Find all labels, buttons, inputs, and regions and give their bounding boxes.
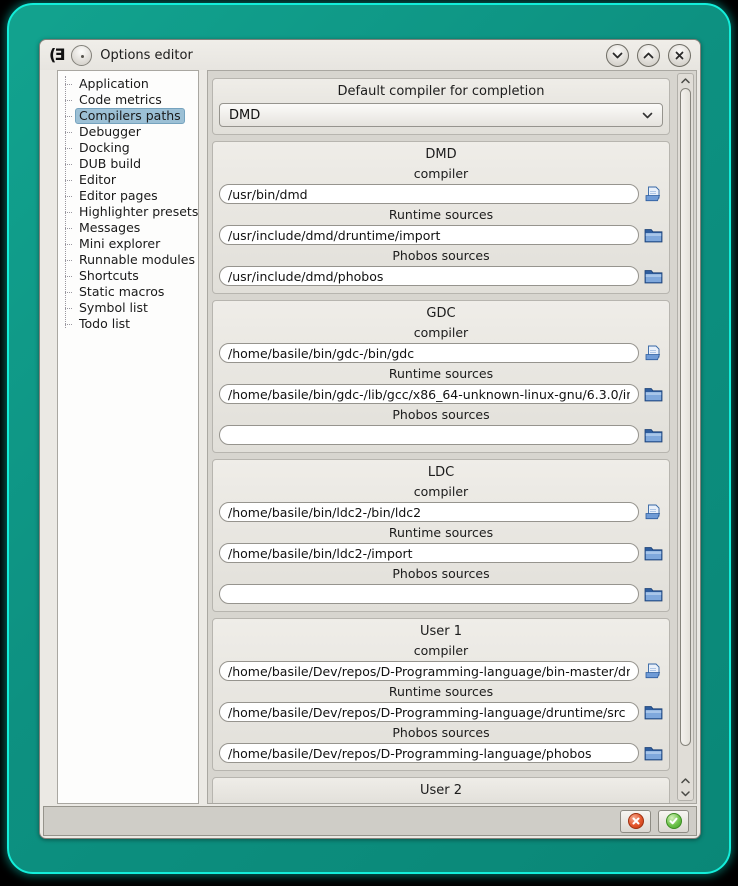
field-label-compiler: compiler — [413, 166, 469, 181]
tree-branch-icon — [65, 148, 72, 149]
open-folder-icon — [644, 268, 663, 284]
green-check-icon — [666, 813, 682, 829]
group-default-compiler — [212, 78, 670, 135]
group-title: LDC — [427, 465, 455, 480]
scroll-up-button[interactable] — [678, 74, 693, 87]
group-dmd — [212, 141, 670, 294]
sidebar-item-label: Highlighter presets — [79, 204, 199, 219]
field-label-compiler: compiler — [413, 484, 469, 499]
scrollbar-thumb[interactable] — [680, 88, 691, 746]
field-label-runtime-sources: Runtime sources — [388, 684, 494, 699]
content-area — [57, 70, 697, 804]
categories-panel — [57, 70, 199, 804]
open-folder-button[interactable] — [644, 427, 663, 443]
sidebar-item-application[interactable] — [64, 76, 196, 92]
ldc-runtime-sources-input[interactable] — [219, 543, 639, 563]
sidebar-item-messages[interactable] — [64, 220, 196, 236]
sidebar-item-label: Todo list — [79, 316, 131, 331]
open-folder-button[interactable] — [644, 704, 663, 720]
field-label-phobos-sources: Phobos sources — [392, 725, 490, 740]
window-title: Options editor — [100, 47, 193, 63]
open-file-icon — [644, 186, 663, 202]
field-label-phobos-sources: Phobos sources — [392, 407, 490, 422]
default-compiler-select[interactable] — [219, 103, 663, 127]
tree-branch-icon — [65, 180, 72, 181]
sidebar-item-label: Application — [79, 76, 149, 91]
tree-branch-icon — [65, 244, 72, 245]
gdc-phobos-sources-input[interactable] — [219, 425, 639, 445]
tree-branch-icon — [65, 324, 72, 325]
gdc-runtime-sources-input[interactable] — [219, 384, 639, 404]
open-file-button[interactable] — [644, 504, 663, 520]
sidebar-item-label: Compilers paths — [75, 108, 185, 124]
sidebar-item-symbol-list[interactable] — [64, 300, 196, 316]
ldc-phobos-sources-input[interactable] — [219, 584, 639, 604]
sidebar-item-label: Code metrics — [79, 92, 162, 107]
window-menu-button[interactable] — [71, 45, 92, 66]
field-row — [219, 702, 663, 722]
scroll-up-button-bottom[interactable] — [678, 774, 693, 787]
group-user-1 — [212, 618, 670, 771]
vertical-scrollbar[interactable] — [677, 73, 694, 801]
open-folder-button[interactable] — [644, 586, 663, 602]
group-user-2 — [212, 777, 670, 803]
scrollbar-track[interactable] — [678, 87, 693, 774]
options-editor-window — [39, 39, 701, 839]
field-row — [219, 343, 663, 363]
open-folder-button[interactable] — [644, 545, 663, 561]
dmd-phobos-sources-input[interactable] — [219, 266, 639, 286]
open-file-icon — [644, 663, 663, 679]
app-logo-icon: (Ǝ — [49, 45, 64, 64]
sidebar-item-label: Shortcuts — [79, 268, 139, 283]
combo-value: DMD — [229, 107, 261, 123]
user-1-runtime-sources-input[interactable] — [219, 702, 639, 722]
chevron-down-icon — [612, 52, 623, 59]
gdc-compiler-input[interactable] — [219, 343, 639, 363]
sidebar-item-editor-pages[interactable] — [64, 188, 196, 204]
chevron-up-icon — [643, 52, 654, 59]
open-folder-icon — [644, 386, 663, 402]
field-row — [219, 225, 663, 245]
sidebar-item-label: Editor pages — [79, 188, 158, 203]
compiler-groups — [208, 71, 674, 803]
field-row — [219, 543, 663, 563]
accept-button[interactable] — [658, 810, 689, 833]
group-title: User 2 — [419, 783, 463, 798]
sidebar-item-shortcuts[interactable] — [64, 268, 196, 284]
chevron-down-icon — [642, 112, 653, 119]
open-folder-button[interactable] — [644, 745, 663, 761]
group-gdc — [212, 300, 670, 453]
statusbar — [43, 806, 697, 836]
sidebar-item-todo-list[interactable] — [64, 316, 196, 332]
tree-branch-icon — [65, 196, 72, 197]
dmd-runtime-sources-input[interactable] — [219, 225, 639, 245]
sidebar-item-code-metrics[interactable] — [64, 92, 196, 108]
open-file-button[interactable] — [644, 186, 663, 202]
chevron-up-icon — [681, 78, 690, 84]
sidebar-item-label: Static macros — [79, 284, 165, 299]
field-label-compiler: compiler — [413, 325, 469, 340]
open-folder-button[interactable] — [644, 268, 663, 284]
user-1-phobos-sources-input[interactable] — [219, 743, 639, 763]
sidebar-item-mini-explorer[interactable] — [64, 236, 196, 252]
tree-branch-icon — [65, 212, 72, 213]
field-label-runtime-sources: Runtime sources — [388, 525, 494, 540]
sidebar-item-label: Mini explorer — [79, 236, 161, 251]
sidebar-item-editor[interactable] — [64, 172, 196, 188]
group-title: GDC — [426, 306, 456, 321]
field-row — [219, 502, 663, 522]
field-label-phobos-sources: Phobos sources — [392, 566, 490, 581]
sidebar-item-debugger[interactable] — [64, 124, 196, 140]
user-1-compiler-input[interactable] — [219, 661, 639, 681]
sidebar-item-label: Debugger — [79, 124, 141, 139]
field-label-runtime-sources: Runtime sources — [388, 207, 494, 222]
sidebar-item-label: DUB build — [79, 156, 142, 171]
group-title: Default compiler for completion — [337, 84, 545, 99]
field-row — [219, 384, 663, 404]
scroll-down-button[interactable] — [678, 787, 693, 800]
open-folder-icon — [644, 586, 663, 602]
open-folder-icon — [644, 227, 663, 243]
tree-branch-icon — [65, 260, 72, 261]
open-folder-icon — [644, 745, 663, 761]
open-file-button[interactable] — [644, 663, 663, 679]
field-label-runtime-sources: Runtime sources — [388, 366, 494, 381]
group-title: DMD — [425, 147, 457, 162]
red-cross-icon — [628, 813, 644, 829]
sidebar-item-label: Symbol list — [79, 300, 148, 315]
group-title: User 1 — [419, 624, 463, 639]
tree-branch-icon — [65, 84, 72, 85]
open-folder-button[interactable] — [644, 227, 663, 243]
sidebar-item-runnable-modules[interactable] — [64, 252, 196, 268]
tree-branch-icon — [65, 100, 72, 101]
field-row — [219, 266, 663, 286]
group-ldc — [212, 459, 670, 612]
options-scroll-area — [207, 70, 697, 804]
field-label-compiler: compiler — [413, 643, 469, 658]
chevron-down-icon — [681, 791, 690, 797]
tree-branch-icon — [65, 164, 72, 165]
open-file-icon — [644, 504, 663, 520]
field-row — [219, 584, 663, 604]
window-frame — [7, 3, 731, 874]
sidebar-tree — [58, 71, 198, 332]
sidebar-item-compilers-paths[interactable] — [64, 108, 196, 124]
tree-branch-icon — [65, 292, 72, 293]
tree-branch-icon — [65, 228, 72, 229]
ldc-compiler-input[interactable] — [219, 502, 639, 522]
tree-branch-icon — [65, 132, 72, 133]
field-row — [219, 661, 663, 681]
field-row — [219, 425, 663, 445]
field-label-phobos-sources: Phobos sources — [392, 248, 490, 263]
dmd-compiler-input[interactable] — [219, 184, 639, 204]
minimize-button[interactable] — [606, 44, 629, 67]
close-icon — [675, 51, 684, 60]
open-folder-button[interactable] — [644, 386, 663, 402]
open-file-icon — [644, 345, 663, 361]
open-file-button[interactable] — [644, 345, 663, 361]
maximize-button[interactable] — [637, 44, 660, 67]
sidebar-item-label: Runnable modules — [79, 252, 195, 267]
tree-branch-icon — [65, 276, 72, 277]
field-row — [219, 743, 663, 763]
tree-branch-icon — [65, 308, 72, 309]
open-folder-icon — [644, 545, 663, 561]
open-folder-icon — [644, 704, 663, 720]
open-folder-icon — [644, 427, 663, 443]
tree-rail — [65, 76, 66, 328]
titlebar[interactable] — [40, 40, 700, 70]
sidebar-item-dub-build[interactable] — [64, 156, 196, 172]
sidebar-item-docking[interactable] — [64, 140, 196, 156]
sidebar-item-static-macros[interactable] — [64, 284, 196, 300]
chevron-up-icon — [681, 778, 690, 784]
sidebar-item-label: Docking — [79, 140, 130, 155]
sidebar-item-highlighter-presets[interactable] — [64, 204, 199, 220]
tree-branch-icon — [65, 116, 72, 117]
cancel-button[interactable] — [620, 810, 651, 833]
field-row — [219, 184, 663, 204]
sidebar-item-label: Messages — [79, 220, 141, 235]
close-button[interactable] — [668, 44, 691, 67]
sidebar-item-label: Editor — [79, 172, 116, 187]
